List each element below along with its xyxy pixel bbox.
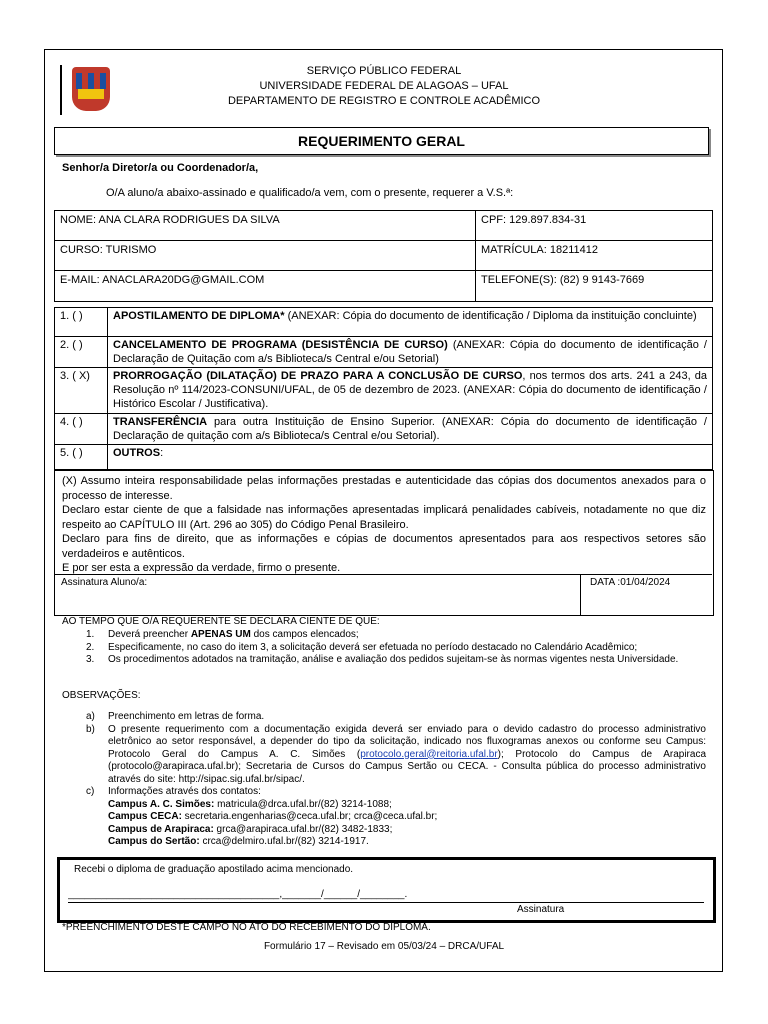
- option-cancelamento: [108, 337, 713, 368]
- receipt-box: [57, 857, 716, 923]
- form-title: REQUERIMENTO GERAL: [54, 127, 709, 155]
- option-prorrogacao: [108, 368, 713, 414]
- header-line2: UNIVERSIDADE FEDERAL DE ALAGOAS – UFAL: [259, 80, 509, 92]
- receipt-signature-label: Assinatura: [517, 904, 565, 915]
- signature-field[interactable]: Assinatura Aluno/a:: [61, 577, 148, 588]
- option-outros: [108, 445, 713, 470]
- option-checkbox[interactable]: 2. ( ): [55, 337, 108, 368]
- list-item: 1. Deverá preencher APENAS UM dos campos elencados;: [86, 629, 359, 640]
- field-nome[interactable]: NOME: ANA CLARA RODRIGUES DA SILVA: [55, 211, 476, 241]
- header-line1: SERVIÇO PÚBLICO FEDERAL: [306, 65, 462, 77]
- ciente-list: [86, 629, 706, 667]
- option-title: APOSTILAMENTO DE DIPLOMA*: [113, 310, 285, 322]
- option-text: , nos termos dos arts. 241 a 243, da Resolução nº 114/2023-CONSUNI/UFAL, de 05 de dezembro de 2023. (ANEXAR: Cópia do documento de identificação / Histórico Escolar / Justificativa).: [113, 370, 707, 410]
- form-footer: Formulário 17 – Revisado em 05/03/24 – DRCA/UFAL: [263, 941, 505, 952]
- obs-list: [86, 711, 706, 849]
- option-title: OUTROS: [113, 447, 161, 459]
- option-text: :: [160, 447, 164, 459]
- receipt-text: Recebi o diploma de graduação apostilado acima mencionado.: [74, 864, 354, 875]
- option-checkbox[interactable]: 3. ( X): [55, 368, 108, 414]
- declaration-text: [62, 474, 706, 576]
- option-checkbox[interactable]: 4. ( ): [55, 414, 108, 445]
- option-text: para outra Instituição de Ensino Superior. (ANEXAR: Cópia do documento de identificação / Declaração de quitação com a/s Biblioteca/s Central e/ou Setorial).: [113, 416, 707, 442]
- list-item: a) Preenchimento em letras de forma.: [86, 711, 265, 722]
- option-checkbox[interactable]: 5. ( ): [55, 445, 108, 470]
- declaration-p4: E por ser esta a expressão da verdade, firmo o presente.: [62, 562, 341, 574]
- option-title: TRANSFERÊNCIA: [113, 416, 208, 428]
- field-telefone[interactable]: TELEFONE(S): (82) 9 9143-7669: [476, 271, 713, 302]
- receipt-fill-line[interactable]: ______________________________________,_______/______/________.: [68, 889, 408, 900]
- field-matricula[interactable]: MATRÍCULA: 18211412: [476, 241, 713, 271]
- list-item: b) O presente requerimento com a documentação exigida deverá ser enviado para o devido cadastro do processo administrativo eletrônico ao setor responsável, a depender do tipo da solicitação, indicado nos fluxogramas anexos ou conforme seu Campus: Protocolo Geral do Campus A. C. Simões (protocolo.geral@reitoria.ufal.br); Protocolo do Campus de Arapiraca (protocolo@arapiraca.ufal.br); Secretaria de Cursos do Campus Sertão ou CECA. - Consulta pública do processo administrativo através do site: http://sipac.sig.ufal.br/sipac/.: [86, 723, 706, 785]
- ciente-heading: AO TEMPO QUE O/A REQUERENTE SE DECLARA CIENTE DE QUE:: [62, 616, 380, 627]
- salutation: Senhor/a Diretor/a ou Coordenador/a,: [62, 162, 259, 174]
- field-cpf[interactable]: CPF: 129.897.834-31: [476, 211, 713, 241]
- footnote: *PREENCHIMENTO DESTE CAMPO NO ATO DO RECEBIMENTO DO DIPLOMA.: [62, 922, 431, 933]
- option-text: (ANEXAR: Cópia do documento de identificação / Declaração de Quitação com a/s Biblioteca/s Central e/ou Setorial): [113, 339, 707, 365]
- option-checkbox[interactable]: 1. ( ): [55, 308, 108, 337]
- protocolo-link[interactable]: protocolo.geral@reitoria.ufal.br: [360, 748, 498, 760]
- request-options-table: [54, 307, 713, 470]
- header: [140, 64, 628, 109]
- date-field[interactable]: DATA :01/04/2024: [590, 577, 671, 588]
- option-apostilamento: [108, 308, 713, 337]
- field-email[interactable]: E-MAIL: ANACLARA20DG@GMAIL.COM: [55, 271, 476, 302]
- option-title: PRORROGAÇÃO (DILATAÇÃO) DE PRAZO PARA A CONCLUSÃO DE CURSO: [113, 370, 523, 382]
- option-title: CANCELAMENTO DE PROGRAMA (DESISTÊNCIA DE CURSO): [113, 339, 448, 351]
- signature-row: [54, 574, 712, 615]
- list-item: 2. Especificamente, no caso do item 3, a solicitação deverá ser efetuada no período destacado no Calendário Acadêmico;: [86, 641, 638, 653]
- option-transferencia: [108, 414, 713, 445]
- list-item: 3. Os procedimentos adotados na tramitação, análise e avaliação dos pedidos sujeitam-se às normas vigentes nesta Universidade.: [86, 654, 679, 665]
- declaration-p1: (X) Assumo inteira responsabilidade pelas informações prestadas e autenticidade das cópias dos documentos anexados para o processo de interesse.: [62, 475, 706, 502]
- declaration-p3: Declaro para fins de direito, que as informações e cópias de documentos apresentados para aos respectivos setores são verdadeiros e autênticos.: [62, 533, 706, 560]
- list-item: c) Informações através dos contatos: Campus A. C. Simões: matricula@drca.ufal.br/(82) 3214-1088; Campus CECA: secretaria.engenharias@ceca.ufal.br; crca@ceca.ufal.br; Campus de Arapiraca: grca@arapiraca.ufal.br/(82) 3482-1833; Campus do Sertão: crca@delmiro.ufal.br/(82) 3214-1917.: [86, 786, 438, 847]
- header-line3: DEPARTAMENTO DE REGISTRO E CONTROLE ACADÊMICO: [227, 95, 541, 107]
- field-curso[interactable]: CURSO: TURISMO: [55, 241, 476, 271]
- intro-text: O/A aluno/a abaixo-assinado e qualificado/a vem, com o presente, requerer a V.S.ª:: [106, 187, 514, 199]
- obs-heading: OBSERVAÇÕES:: [62, 690, 141, 701]
- student-info-table: [54, 210, 713, 302]
- declaration-p2: Declaro estar ciente de que a falsidade nas informações apresentadas implicará penalidades cabíveis, notadamente no que diz respeito ao CAPÍTULO III (Art. 296 ao 305) do Código Penal Brasileiro.: [62, 504, 706, 531]
- ufal-logo: [60, 65, 118, 115]
- option-text: (ANEXAR: Cópia do documento de identificação / Diploma da instituição concluinte): [284, 310, 697, 322]
